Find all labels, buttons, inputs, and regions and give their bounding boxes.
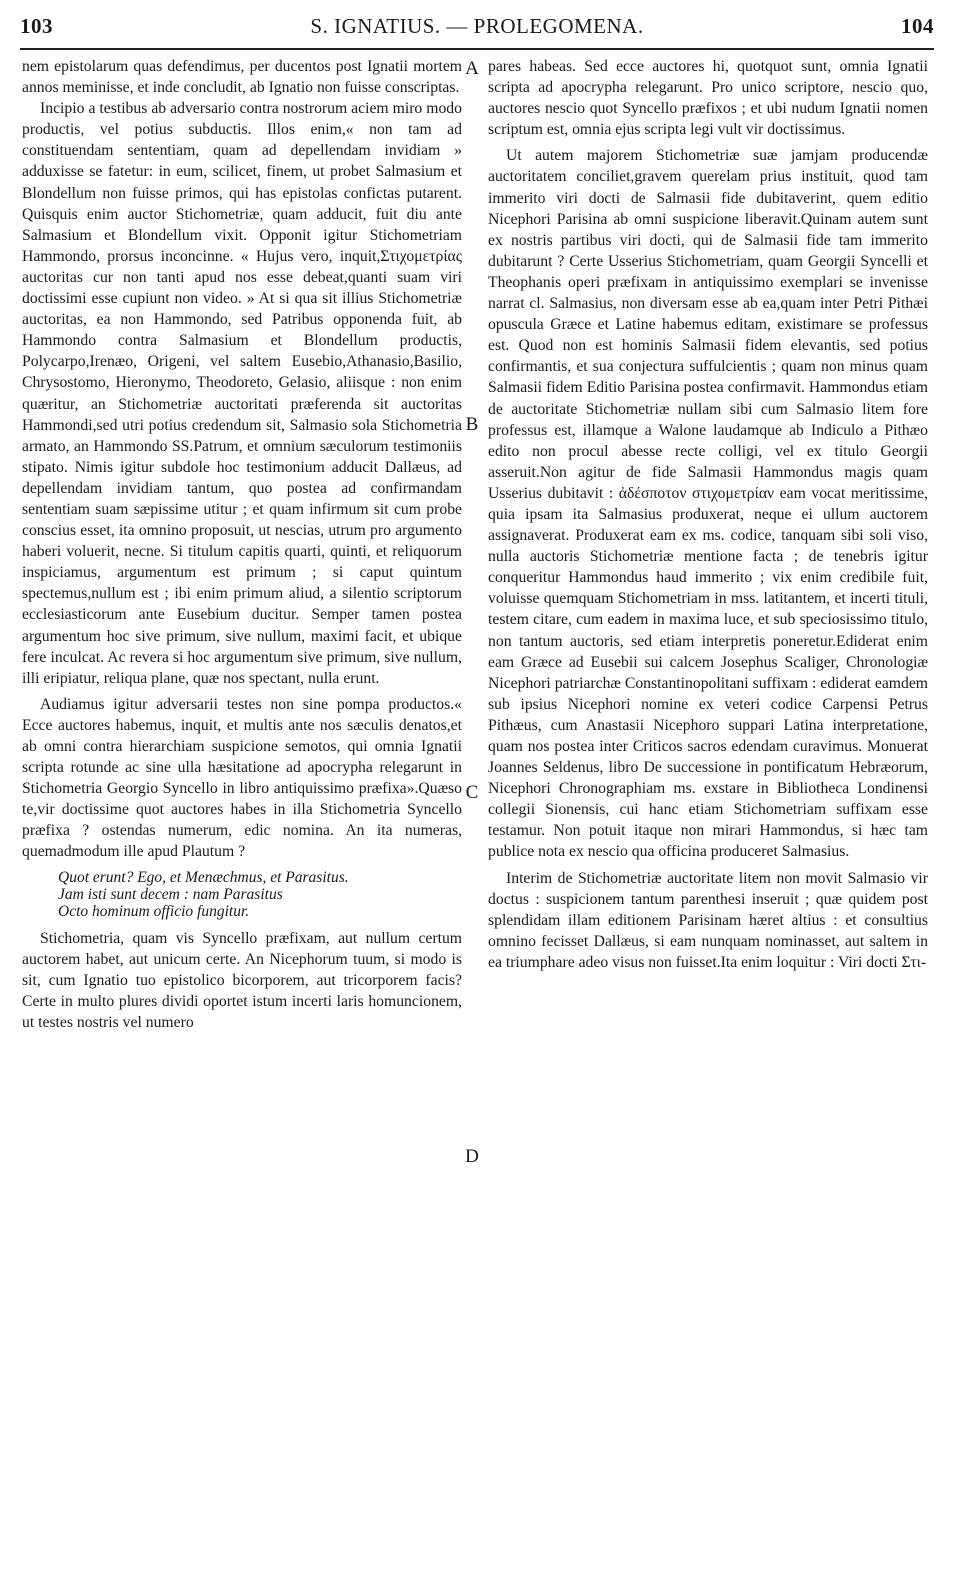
left-paragraph-1: nem epistolarum quas defendimus, per ducentos post Ignatii mortem annos meminisse, et inde concludit, ab Ignatio non fuisse conscriptas.	[22, 58, 462, 97]
verse-line-2: Jam isti sunt decem : nam Parasitus	[58, 885, 283, 903]
right-column	[488, 56, 928, 973]
verse-line-1: Quot erunt? Ego, et Menæchmus, et Parasitus.	[58, 868, 349, 886]
margin-marker-c: C	[465, 782, 479, 803]
left-paragraph-3: Audiamus igitur adversarii testes non sine pompa productos.« Ecce auctores habemus, inquit, et multis ante nos sæculis denatos,et ab omni contra hierarchiam suspicione semotos, qui omnia Ignatii scripta rotunde ac sine ulla hæsitatione ad apocrypha relegarunt in Stichometria Georgio Syncello in libro antiquissimo præfixa».Quæso te,vir doctissime quot auctores habes in illa Stichometria Syncello præfixa ? ostendas numerum, edic nomina. An ita numeras, quemadmodum ille apud Plautum ?	[22, 695, 462, 861]
page-number-right: 104	[901, 14, 934, 38]
running-header	[20, 14, 934, 48]
margin-marker-a: A	[465, 58, 479, 79]
running-title: S. IGNATIUS. — PROLEGOMENA.	[310, 14, 644, 38]
left-column	[22, 56, 462, 1033]
right-paragraph-1: pares habeas. Sed ecce auctores hi, quotquot sunt, omnia Ignatii scripta ad apocrypha relegarunt. Pro unico scriptore, nescio quo, auctores nescio quot Syncello præfixos ; et ubi nudum Ignatii nomen scriptum est, omnia ejus scripta legi vult vir doctissimus.	[488, 58, 928, 139]
margin-marker-d: D	[465, 1146, 479, 1167]
plautus-quote	[58, 869, 462, 920]
header-rule	[20, 48, 934, 50]
left-paragraph-4: Stichometria, quam vis Syncello præfixam, aut nullum certum auctorem habet, aut unicum certe. An Nicephorum tuum, si modo is sit, cum Ignatio tuo epistolico bicorporem, aut tricorporem facis? Certe in multo plures dividi oportet istum incerti laris homuncionem, ut testes nostris vel numero	[22, 929, 462, 1031]
right-paragraph-2: Ut autem majorem Stichometriæ suæ jamjam producendæ auctoritatem conciliet,gravem querelam prius instituit, quod tam immerito viri docti de Salmasii fide dubitaverint, quem editio Nicephori Parisina ab omni suspicione liberavit.Quinam autem sunt ex nostris partibus viri docti, qui de Salmasii fide tam immerito dubitarunt ? Certe Usserius Stichometriam, quam Georgii Syncelli et Theophanis operi præfixam in antiquissimo exemplari se invenisse narrat cl. Salmasius, non diversam esse ab ea,quam inter Petri Pithæi opuscula Græce et Latine habemus editam, existimare se professus est. Quod non est hominis Salmasii fidem elevantis, sed potius confirmantis, et sua conjectura suffulcientis ; quam non minus quam Salmasii fidem Editio Parisina postea confirmavit. Hammondus etiam de auctoritate Stichometriæ nullam sibi cum Salmasio litem fore professus est, illamque a Walone laudamque ab Indiculo a Pithæo edito non procul abesse recte colligi, vel ex titulo Georgii asseruit.Non agitur de fide Salmasii Hammondus magis quam Usserius dubitavit : ἀδέσποτον στιχομετρίαν eam vocat meritissime, quia ipsam ita Salmasius produxerat, neque ei ullum auctorem assignaverat. Produxerat eam ex ms. codice, tanquam sibi soli viso, nulla auctoris Stichometriæ mentione facta ; de tenebris igitur conqueritur Hammondus haud immerito ; vix enim credibile fuit, voluisse quemquam Stichometriam in mss. latitantem, et incerti tituli, testem citare, cum eadem in maxima luce, et sub speciosissimo titulo, non tantum auctoris, sed etiam interpretis poneretur.Ediderat enim eam Græce ad Eusebii sui calcem Josephus Scaliger, Chronologiæ Nicephori patriarchæ Constantinopolitani suffixam : ediderat eamdem sub ipsius Nicephori nomine ex veteri codice Carpensi Petrus Pithæus, cum Anastasii Nicephoro suppari Latina interpretatione, quam nos postea inter Criticos sacros edendam curavimus. Monuerat Joannes Seldenus, libro De successione in pontificatum Hebræorum, Nicephori Chronographiam ms. exstare in Bibliotheca Londinensi collegii Sionensis, cui hanc etiam Stichometriam suffixam esse testamur. Non potuit itaque non mirari Hammondus, si hæc tam publice nota ex nescio qua officina produceret Salmasius.	[488, 147, 928, 861]
right-paragraph-3: Interim de Stichometriæ auctoritate litem non movit Salmasio vir doctus : suspicionem tantum parenthesi inseruit ; quæ quidem post splendidam illam editionem Parisinam hæret altius : et consultius omnino fecisset Dallæus, si eam nunquam nominasset, aut saltem in ea triumphare adeo visus non fuisset.Ita enim loquitur : Viri docti Στι-	[488, 869, 928, 971]
verse-line-3: Octo hominum officio fungitur.	[58, 902, 250, 920]
page-number-left: 103	[20, 14, 53, 38]
left-paragraph-2: Incipio a testibus ab adversario contra nostrorum aciem miro modo productis, vel potius subductis. Illos enim,« non tam ad constituendam sententiam, quam ad depellendam invidiam » adduxisse se fatetur: in eum, scilicet, finem, ut probet Salmasium et Blondellum non fuisse primos, qui has epistolas confictas putarent. Quisquis enim auctor Stichometriæ, quam adducit, fuit diu ante Salmasium et Blondellum vixit. Opponit igitur Stichometriam Hammondo, prorsus inconcinne. « Hujus vero, inquit,Στιχομετρίας auctoritas cur non tanti apud nos esse debeat,quanti suam viri doctissimi esse cupiunt non video. » At si qua sit illius Stichometriæ auctoritas, ea non Hammondo, sed Patribus opponenda fuit, ab Hammondo contra Salmasium et Blondellum productis, Polycarpo,Irenæo, Origeni, vel saltem Eusebio,Athanasio,Basilio, Chrysostomo, Hieronymo, Theodoreto, Gelasio, aliisque : non enim quæritur, an Stichometriæ auctoritati præferenda sit auctoritas Hammondi,sed utri potius credendum sit, Salmasio sola Stichometria armato, an Hammondo SS.Patrum, et omnium sæculorum testimoniis stipato. Nimis igitur subdole hoc testimonium adducit Dallæus, ad depellendam invidiam tantum, quo postea ad confirmandam sententiam suam sæpissime utitur ; et quam infirmum sit cum probe conscius esset, ita omnino proposuit, ut nescias, utrum pro argumento haberi voluerit, necne. Si titulum capitis quarti, quinti, et reliquorum inspiciamus, argumentum est primum ; si caput quintum spectemus,nullum est ; ibi enim primum aliud, a silentio scriptorum ecclesiasticorum ante Eusebium ducitur. Semper tamen postea argumentum hoc sive primum, sive nullum, maximi facit, et ubique fere inculcat. Ac revera si hoc argumentum sive primum, sive nullum, illi eripiatur, reliqua plane, quæ nos spectant, nulla erunt.	[22, 100, 462, 687]
margin-marker-b: B	[465, 414, 479, 435]
